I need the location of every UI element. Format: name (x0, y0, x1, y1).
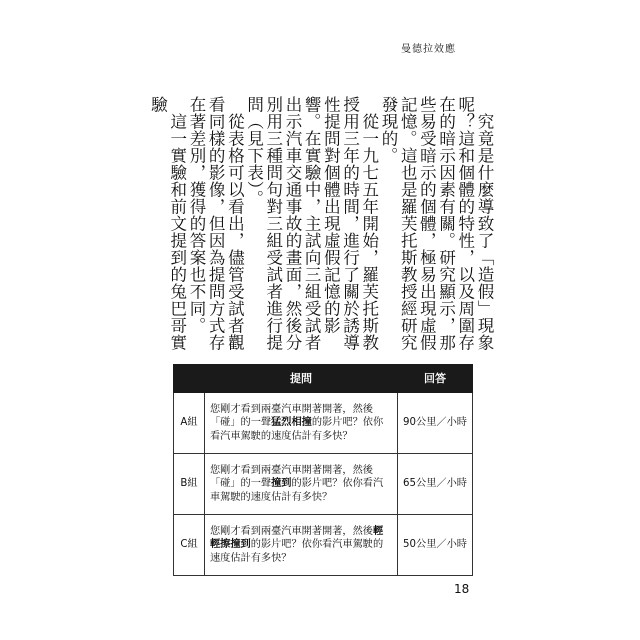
table-row (174, 393, 473, 454)
paragraph: 從一九七五年開始，羅芙托斯教授用三年的時間，進行了關於誘導性提問對個體出現虛假記憶的影響。在實驗中，主試向三組受試者出示汽車交通事故的畫面，然後分別用三種問句對三組受試者進行提問（見下表）。 (244, 96, 379, 351)
table-header-row (174, 365, 473, 393)
answer-cell: 65公里／小時 (398, 454, 473, 515)
answer-cell: 90公里／小時 (398, 393, 473, 454)
question-text: 的影片吧？依你看汽車駕駛的速度估計有多快？ (210, 539, 384, 564)
body-text (148, 96, 494, 351)
question-text: 的影片吧？依你看汽車駕駛的速度估計有多快？ (210, 478, 384, 503)
page-number: 18 (454, 582, 470, 596)
question-emphasis: 猛烈相撞 (271, 417, 312, 429)
question-emphasis: 輕輕擦撞到 (210, 525, 384, 551)
question-cell (205, 515, 398, 576)
table-row (174, 515, 473, 576)
question-cell (205, 454, 398, 515)
group-cell: B組 (174, 454, 205, 515)
running-head: 曼德拉效應 (401, 44, 456, 55)
question-emphasis: 撞到 (271, 478, 292, 490)
header-group (174, 365, 205, 393)
question-cell (205, 393, 398, 454)
header-question: 提問 (205, 365, 398, 393)
header-answer: 回答 (398, 365, 473, 393)
question-text: 您剛才看到兩臺汽車開著開著，然後 (210, 525, 373, 537)
question-text: 的影片吧？依你看汽車駕駛的速度估計有多快？ (210, 417, 384, 442)
paragraph: 這一實驗和前文提到的兔巴哥實驗 (148, 96, 187, 351)
question-text: 您剛才看到兩臺汽車開著開著，然後「碰」的一聲 (210, 464, 373, 490)
answer-cell: 50公里／小時 (398, 515, 473, 576)
group-cell: A組 (174, 393, 205, 454)
table-row (174, 454, 473, 515)
question-table (173, 364, 473, 576)
group-cell: C組 (174, 515, 205, 576)
question-text: 您剛才看到兩臺汽車開著開著，然後「碰」的一聲 (210, 403, 373, 429)
paragraph: 究竟是什麼導致了「造假」現象呢？這和個體的特性，以及周圍存在的暗示因素有關。研究顯示，那些易受暗示的個體，極易出現虛假記憶。這也是羅芙托斯教授經研究發現的。 (378, 96, 494, 351)
paragraph: 從表格可以看出，儘管受試者觀看同樣的影像，但因為提問方式存在著差別，獲得的答案也不同。 (186, 96, 245, 351)
